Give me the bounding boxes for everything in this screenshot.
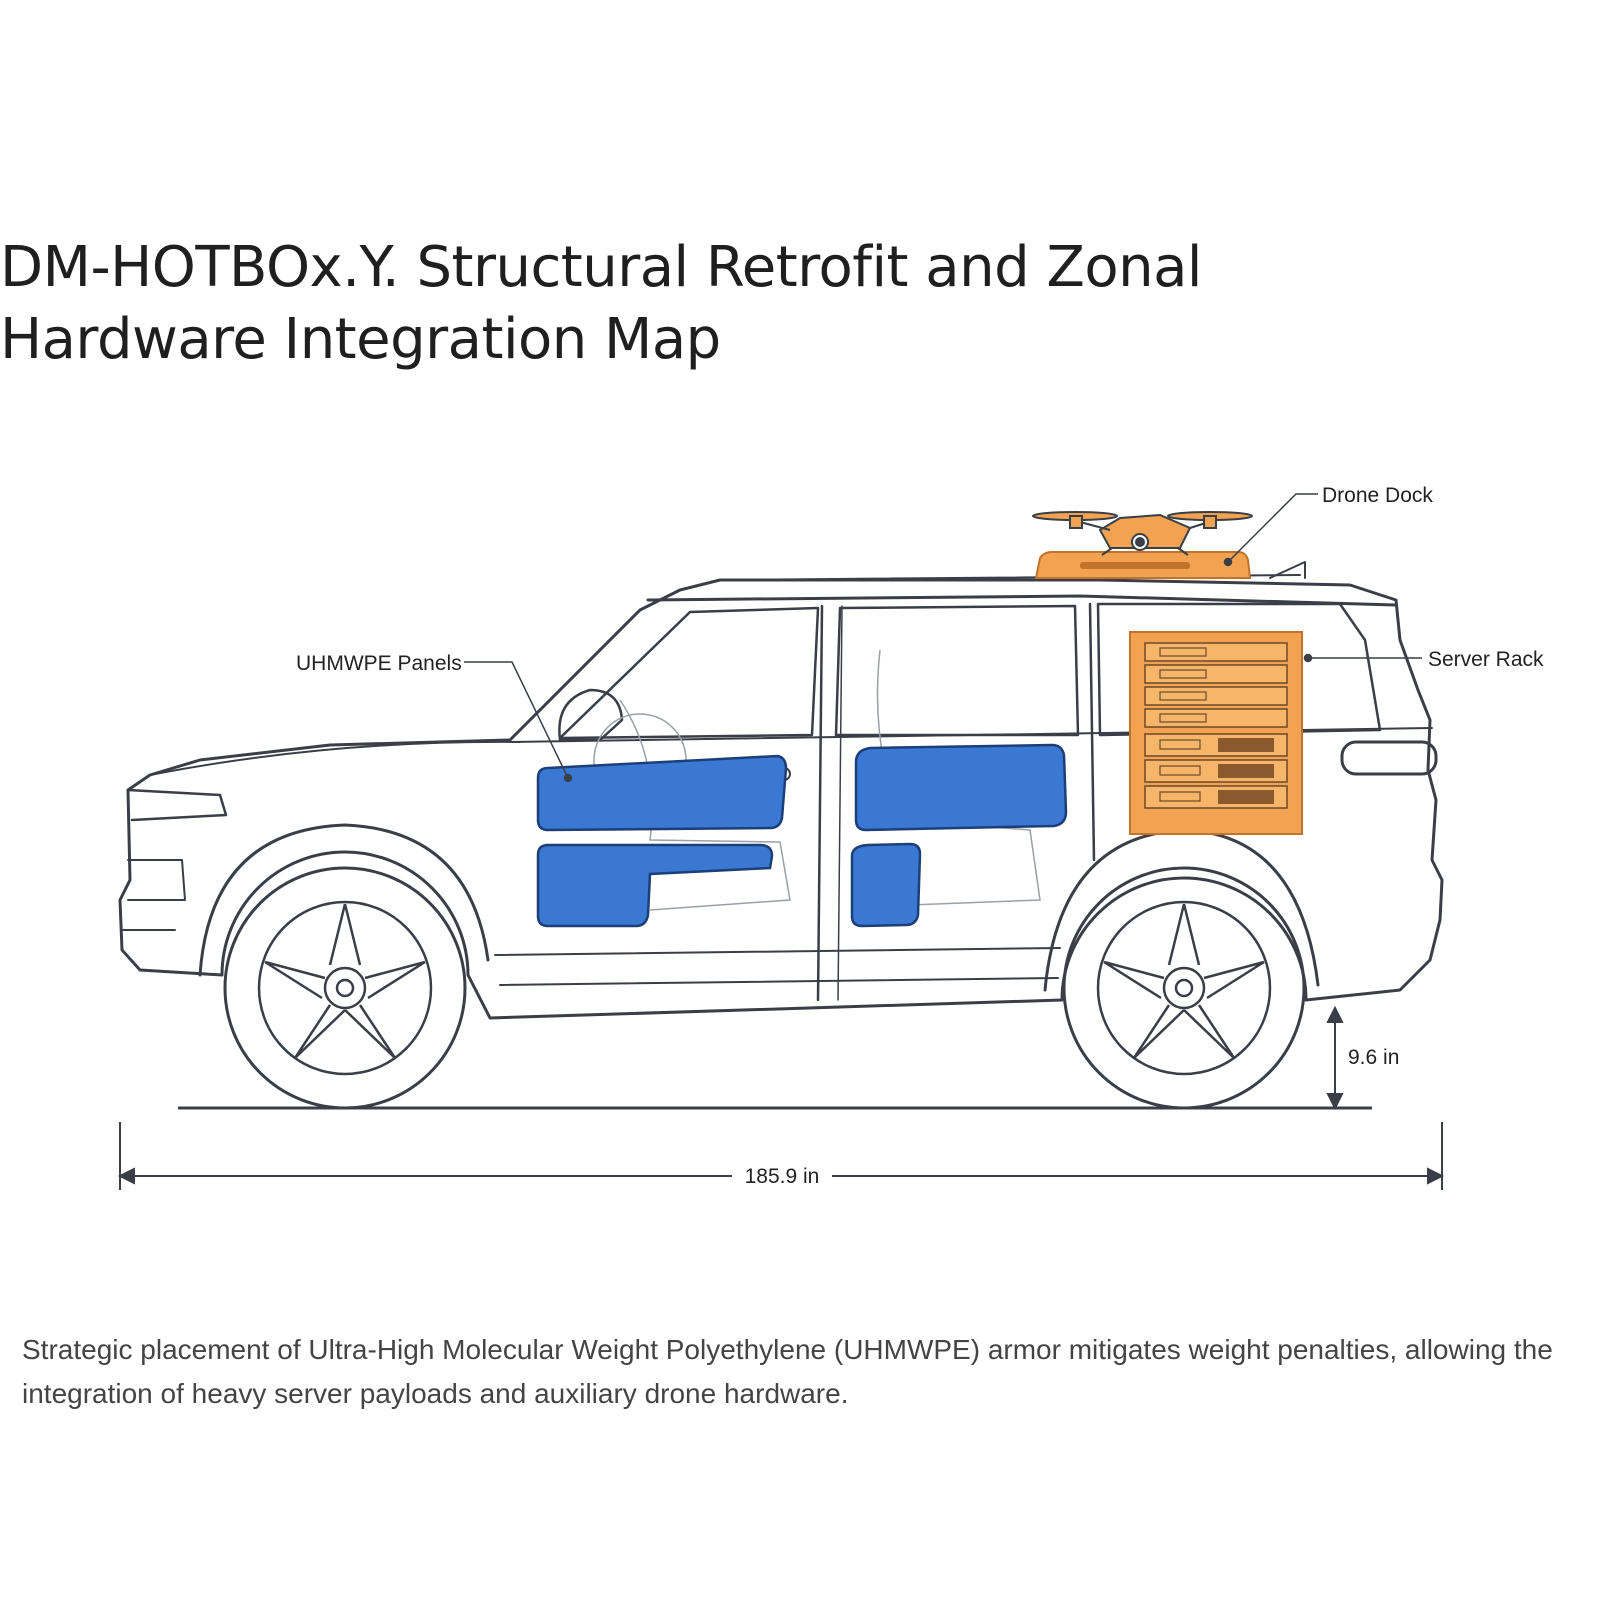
drone-icon: [1033, 512, 1252, 555]
rear-wheel: [1064, 868, 1304, 1108]
overall-length-label: 185.9 in: [744, 1165, 820, 1188]
armor-panel-front-lower: [538, 845, 772, 926]
diagram-caption: Strategic placement of Ultra-High Molecular Weight Polyethylene (UHMWPE) armor mitigates weight penalties, allowing the integration of heavy server payloads and auxiliary drone hardware.: [22, 1334, 1553, 1409]
server-rack-label: Server Rack: [1428, 648, 1544, 671]
armor-panel-rear-upper: [856, 745, 1066, 830]
front-wheel: [225, 868, 465, 1108]
vehicle-diagram: [0, 470, 1601, 1230]
drone-dock: [1036, 552, 1250, 578]
server-rack: [1130, 632, 1302, 834]
drone-dock-label: Drone Dock: [1322, 484, 1433, 507]
uhmwpe-panels-label: UHMWPE Panels: [296, 652, 462, 675]
uhmwpe-armor-panels: [538, 745, 1066, 926]
page-title: DM-HOTBOx.Y. Structural Retrofit and Zonal Hardware Integration Map: [0, 235, 1202, 372]
armor-panel-rear-lower: [852, 844, 920, 926]
server-rack-vents: [1218, 738, 1274, 804]
armor-panel-front-upper: [538, 756, 786, 830]
ground-clearance-label: 9.6 in: [1348, 1046, 1400, 1069]
ground-clearance-dimension: [1328, 1008, 1342, 1108]
